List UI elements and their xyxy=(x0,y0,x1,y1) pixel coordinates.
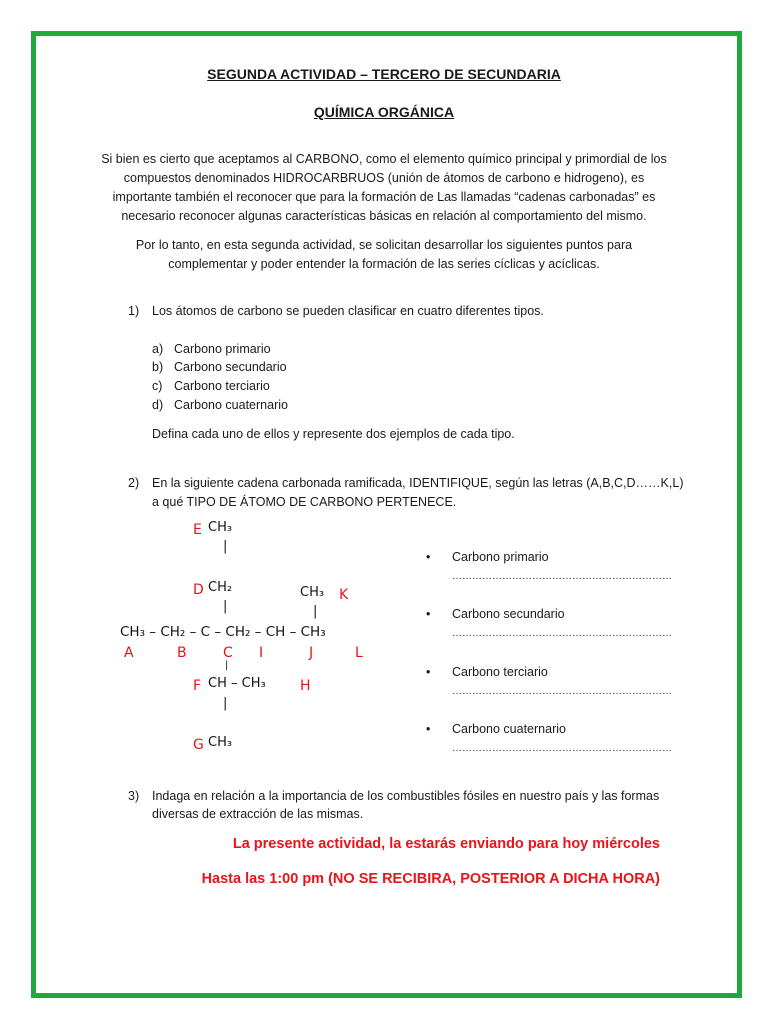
q2-line-2: a qué TIPO DE ÁTOMO DE CARBONO PERTENECE. xyxy=(152,495,457,509)
bond: | xyxy=(313,604,318,619)
label-l: L xyxy=(355,645,363,661)
bullet-glyph: • xyxy=(426,665,431,679)
carbon-chain-diagram xyxy=(110,515,400,765)
q1-text: Los átomos de carbono se pueden clasificar en cuatro diferentes tipos. xyxy=(152,304,544,318)
bullet-text: Carbono cuaternario xyxy=(452,722,566,736)
label-d: D xyxy=(193,582,204,598)
bond: | xyxy=(225,660,229,671)
q1-number: 1) xyxy=(128,304,140,318)
option-letter: b) xyxy=(152,360,164,374)
q2-line-1: En la siguiente cadena carbonada ramificada, IDENTIFIQUE, según las letras (A,B,C,D……K,L) xyxy=(152,476,684,490)
label-g: G xyxy=(193,737,204,753)
q3-line-2: diversas de extracción de las mismas. xyxy=(152,807,364,821)
bullet-item xyxy=(426,550,549,564)
bullet-glyph: • xyxy=(426,607,431,621)
bullet-glyph: • xyxy=(426,550,431,564)
label-h: H xyxy=(300,678,311,694)
label-c: C xyxy=(223,645,233,661)
group-k: CH₃ xyxy=(300,585,325,600)
bullet-item xyxy=(426,607,565,621)
group-e: CH₃ xyxy=(208,520,233,535)
label-e: E xyxy=(193,522,202,538)
answer-blank[interactable]: ………………………………………………………… xyxy=(452,571,672,582)
q1-option xyxy=(152,340,271,359)
bond: | xyxy=(223,539,228,554)
q3-line-1: Indaga en relación a la importancia de los combustibles fósiles en nuestro país y las formas xyxy=(152,789,660,803)
option-text: Carbono primario xyxy=(174,342,271,356)
answer-blank[interactable]: ………………………………………………………… xyxy=(452,628,672,639)
label-b: B xyxy=(177,645,187,661)
bullet-item xyxy=(426,722,566,736)
intro-paragraph-2: Por lo tanto, en esta segunda actividad, se solicitan desarrollar los siguientes puntos para complementar y poder entender la formación de las series cíclicas y acíclicas. xyxy=(135,238,633,271)
option-text: Carbono terciario xyxy=(174,379,270,393)
label-f: F xyxy=(193,678,202,694)
group-f: CH – CH₃ xyxy=(208,676,266,691)
option-letter: c) xyxy=(152,379,163,393)
bullet-glyph: • xyxy=(426,722,431,736)
bullet-text: Carbono terciario xyxy=(452,665,548,679)
bond: | xyxy=(223,599,228,614)
answer-blank[interactable]: ………………………………………………………… xyxy=(452,743,672,754)
group-d: CH₂ xyxy=(208,580,233,595)
q3-number: 3) xyxy=(128,789,140,803)
q1-option xyxy=(152,396,288,415)
q1-instruction: Defina cada uno de ellos y represente dos ejemplos de cada tipo. xyxy=(152,427,515,441)
label-k: K xyxy=(339,587,349,603)
page-subtitle: QUÍMICA ORGÁNICA xyxy=(313,104,455,120)
deadline-notice-1: La presente actividad, la estarás enviando para hoy miércoles xyxy=(232,836,660,852)
bullet-text: Carbono primario xyxy=(452,550,549,564)
answer-blank[interactable]: ………………………………………………………… xyxy=(452,686,672,697)
page-title: SEGUNDA ACTIVIDAD – TERCERO DE SECUNDARIA xyxy=(207,66,561,82)
deadline-notice-2: Hasta las 1:00 pm (NO SE RECIBIRA, POSTERIOR A DICHA HORA) xyxy=(201,871,660,887)
option-letter: d) xyxy=(152,398,164,412)
main-chain: CH₃ – CH₂ – C – CH₂ – CH – CH₃ xyxy=(120,624,326,640)
q1-option xyxy=(152,377,270,396)
q2-number: 2) xyxy=(128,476,140,490)
option-text: Carbono cuaternario xyxy=(174,398,288,412)
label-a: A xyxy=(124,645,134,661)
bullet-item xyxy=(426,665,548,679)
bullet-text: Carbono secundario xyxy=(452,607,565,621)
intro-paragraph-1: Si bien es cierto que aceptamos al CARBONO, como el elemento químico principal y primordial de los compuestos denominados HIDROCARBRUOS (unión de átomos de carbono e hidrogeno), es importante también el reconocer que para la formación de Las llamadas “cadenas carbonadas” es necesario reconocer algunas características básicas en relación al comportamiento del mismo. xyxy=(101,152,667,223)
q1-option xyxy=(152,358,287,377)
bond: | xyxy=(223,696,228,711)
label-i: I xyxy=(259,645,264,661)
group-g: CH₃ xyxy=(208,735,233,750)
option-letter: a) xyxy=(152,342,164,356)
option-text: Carbono secundario xyxy=(174,360,287,374)
label-j: J xyxy=(309,645,314,661)
